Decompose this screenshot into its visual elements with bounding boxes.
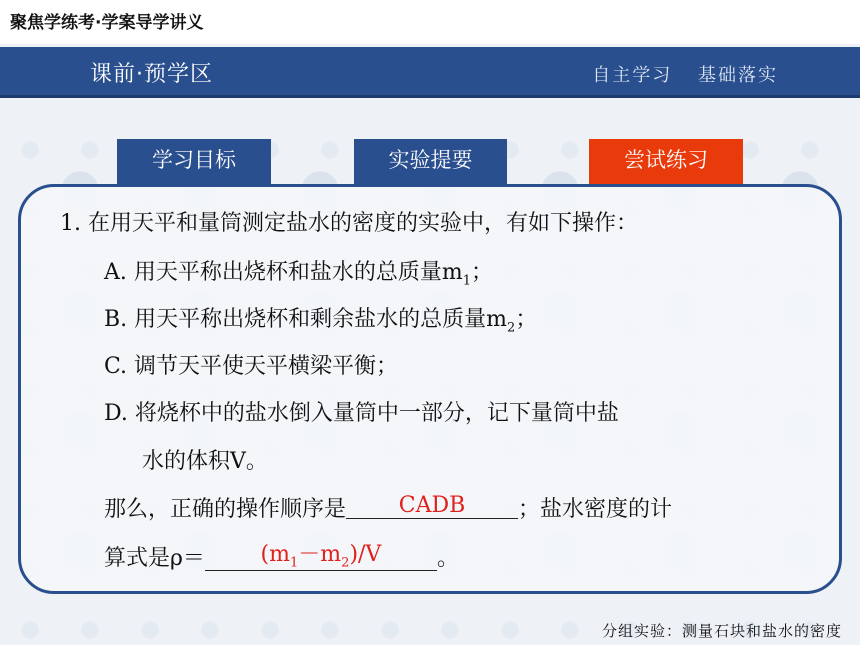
formula-part: )/V bbox=[349, 542, 382, 567]
tab-learning-goals[interactable]: 学习目标 bbox=[117, 139, 271, 185]
fill-mid: ；盐水密度的计 bbox=[518, 497, 673, 522]
question-card bbox=[18, 184, 842, 594]
option-d bbox=[104, 396, 619, 427]
option-key: D. bbox=[104, 401, 128, 426]
option-b bbox=[104, 302, 537, 335]
fill-prefix: 那么，正确的操作顺序是 bbox=[104, 497, 347, 522]
formula-part: (m bbox=[260, 542, 290, 567]
section-banner bbox=[0, 47, 860, 98]
option-text: 用天平称出烧杯和盐水的总质量m bbox=[133, 260, 463, 285]
option-key: C. bbox=[104, 354, 128, 379]
section-title: 课前·预学区 bbox=[90, 62, 213, 87]
question-text: 在用天平和量筒测定盐水的密度的实验中，有如下操作： bbox=[88, 211, 639, 236]
option-text: 调节天平使天平横梁平衡； bbox=[134, 354, 399, 379]
tagline-self-study: 自主学习 bbox=[592, 65, 673, 86]
option-text: 将烧杯中的盐水倒入量筒中一部分，记下量筒中盐 bbox=[134, 401, 619, 426]
question-stem bbox=[60, 206, 638, 237]
option-a bbox=[104, 255, 493, 288]
tab-experiment-summary[interactable]: 实验提要 bbox=[354, 139, 507, 185]
answer-formula-blank bbox=[205, 537, 437, 571]
section-tagline bbox=[574, 61, 778, 87]
formula-part: －m bbox=[298, 542, 342, 567]
option-key: A. bbox=[104, 260, 127, 285]
option-d-continued: 水的体积V。 bbox=[142, 449, 268, 474]
option-end: ； bbox=[515, 307, 538, 332]
formula-sub: 1 bbox=[290, 555, 299, 571]
option-text: 用天平称出烧杯和剩余盐水的总质量m bbox=[134, 307, 508, 332]
subscript: 2 bbox=[507, 320, 516, 336]
fill-end: 。 bbox=[436, 546, 459, 571]
footer-topic: 分组实验：测量石块和盐水的密度 bbox=[601, 622, 842, 640]
option-c bbox=[104, 349, 398, 380]
answer-order-blank: CADB bbox=[346, 493, 518, 519]
option-end: ； bbox=[471, 260, 494, 285]
top-bar bbox=[0, 0, 860, 44]
tagline-foundation: 基础落实 bbox=[698, 65, 778, 86]
fill-line-formula bbox=[104, 541, 459, 575]
question-number: 1. bbox=[60, 211, 81, 236]
book-title: 聚焦学练考·学案导学讲义 bbox=[10, 13, 204, 33]
fill-prefix-2: 算式是ρ＝ bbox=[104, 546, 205, 571]
subscript: 1 bbox=[462, 273, 472, 289]
tab-practice[interactable]: 尝试练习 bbox=[589, 139, 743, 185]
formula-sub: 2 bbox=[341, 555, 350, 571]
fill-line-order bbox=[104, 492, 672, 523]
option-key: B. bbox=[104, 307, 128, 332]
